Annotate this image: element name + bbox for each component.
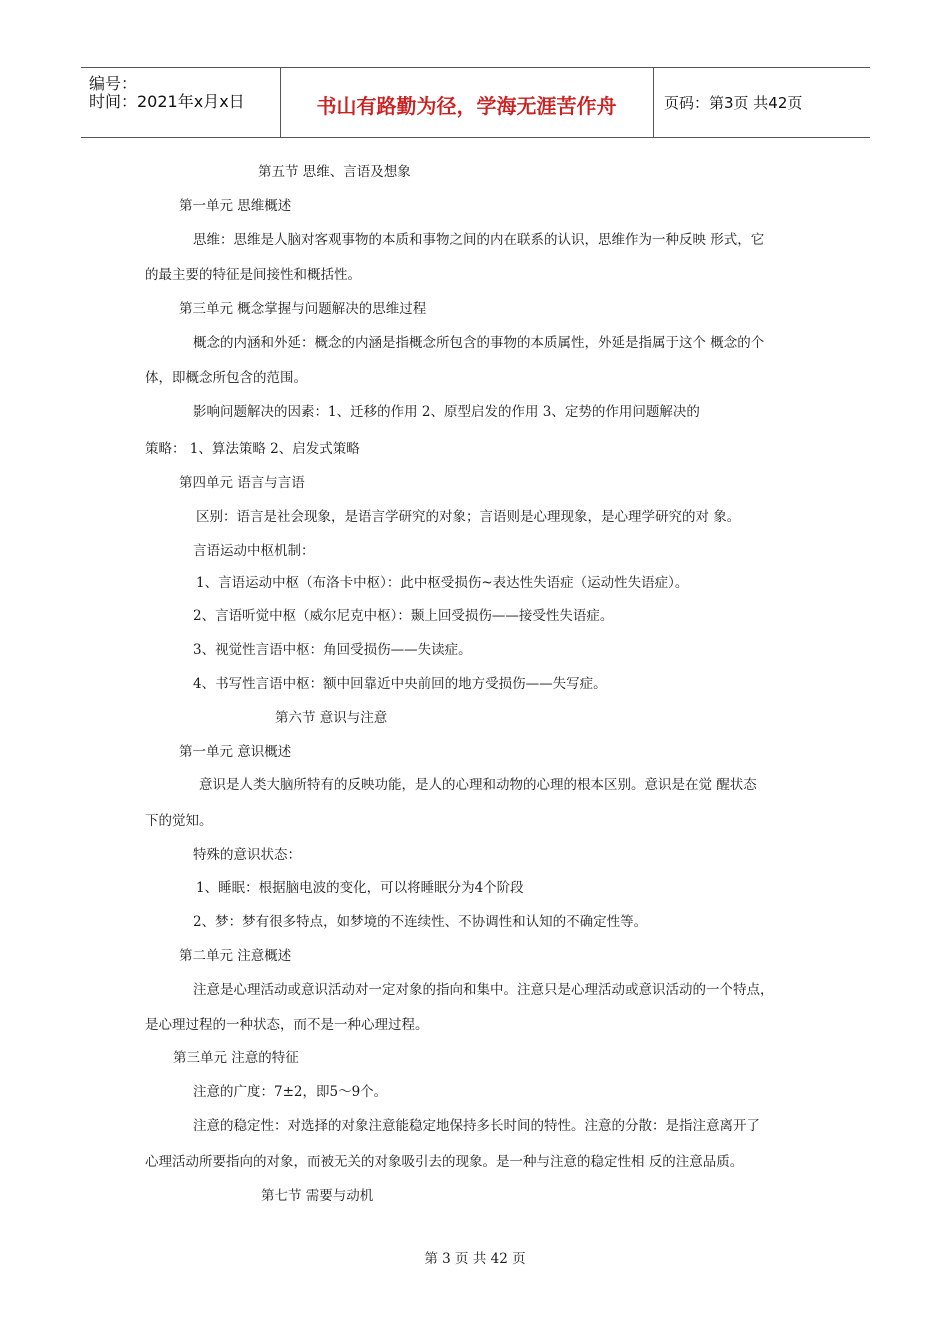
section-heading: 第六节 意识与注意 — [275, 710, 388, 726]
paragraph-line: 是心理过程的一种状态，而不是一种心理过程。 — [145, 1017, 429, 1033]
paragraph-line: 策略： 1、算法策略 2、启发式策略 — [145, 441, 360, 457]
unit-heading: 第三单元 注意的特征 — [173, 1050, 299, 1066]
list-item: 2、梦：梦有很多特点，如梦境的不连续性、不协调性和认知的不确定性等。 — [193, 914, 648, 930]
paragraph-line: 概念的内涵和外延：概念的内涵是指概念所包含的事物的本质属性，外延是指属于这个 概念的个 — [193, 335, 765, 351]
paragraph-line: 意识是人类大脑所特有的反映功能，是人的心理和动物的心理的根本区别。意识是在觉 醒状态 — [199, 777, 757, 793]
list-item: 2、言语听觉中枢（威尔尼克中枢）：颞上回受损伤——接受性失语症。 — [193, 608, 614, 624]
list-item: 4、书写性言语中枢：额中回靠近中央前回的地方受损伤——失写症。 — [193, 676, 607, 692]
paragraph-line: 特殊的意识状态： — [193, 847, 301, 863]
page-footer: 第 3 页 共 42 页 — [424, 1251, 526, 1267]
unit-heading: 第三单元 概念掌握与问题解决的思维过程 — [179, 301, 427, 317]
header-motto: 书山有路勤为径，学海无涯苦作舟 — [316, 94, 617, 118]
paragraph-line: 思维：思维是人脑对客观事物的本质和事物之间的内在联系的认识，思维作为一种反映 形式，它 — [193, 232, 765, 248]
header-right-cell — [654, 68, 870, 137]
paragraph-line: 心理活动所要指向的对象，而被无关的对象吸引去的现象。是一种与注意的稳定性相 反的注意品质。 — [145, 1154, 744, 1170]
unit-heading: 第一单元 思维概述 — [179, 198, 292, 214]
section-heading: 第五节 思维、言语及想象 — [258, 164, 411, 180]
list-item: 3、视觉性言语中枢：角回受损伤——失读症。 — [193, 642, 472, 658]
list-item: 1、睡眠：根据脑电波的变化，可以将睡眠分为4个阶段 — [196, 880, 524, 896]
paragraph-line: 注意的广度：7±2，即5～9个。 — [193, 1084, 388, 1100]
paragraph-line: 言语运动中枢机制： — [193, 543, 315, 559]
paragraph-line: 下的觉知。 — [145, 813, 213, 829]
paragraph-line: 的最主要的特征是间接性和概括性。 — [145, 267, 361, 283]
page-header — [81, 67, 870, 138]
paragraph-line: 区别：语言是社会现象，是语言学研究的对象；言语则是心理现象，是心理学研究的对 象。 — [196, 509, 741, 525]
paragraph-line: 注意是心理活动或意识活动对一定对象的指向和集中。注意只是心理活动或意识活动的一个特点， — [193, 982, 774, 998]
header-page-code: 页码：第3页 共42页 — [664, 94, 803, 112]
unit-heading: 第四单元 语言与言语 — [179, 475, 305, 491]
document-number-label: 编号： — [89, 74, 138, 93]
section-heading: 第七节 需要与动机 — [261, 1188, 374, 1204]
paragraph-line: 体，即概念所包含的范围。 — [145, 370, 307, 386]
header-left-cell — [81, 68, 281, 137]
list-item: 1、言语运动中枢（布洛卡中枢）：此中枢受损伤~表达性失语症（运动性失语症）。 — [196, 575, 689, 591]
unit-heading: 第一单元 意识概述 — [179, 744, 292, 760]
header-middle-cell — [280, 68, 654, 137]
paragraph-line: 注意的稳定性：对选择的对象注意能稳定地保持多长时间的特性。注意的分散：是指注意离开了 — [193, 1118, 760, 1134]
unit-heading: 第二单元 注意概述 — [179, 948, 292, 964]
paragraph-line: 影响问题解决的因素：1、迁移的作用 2、原型启发的作用 3、定势的作用问题解决的 — [193, 404, 700, 420]
document-date: 时间：2021年x月x日 — [89, 92, 245, 111]
